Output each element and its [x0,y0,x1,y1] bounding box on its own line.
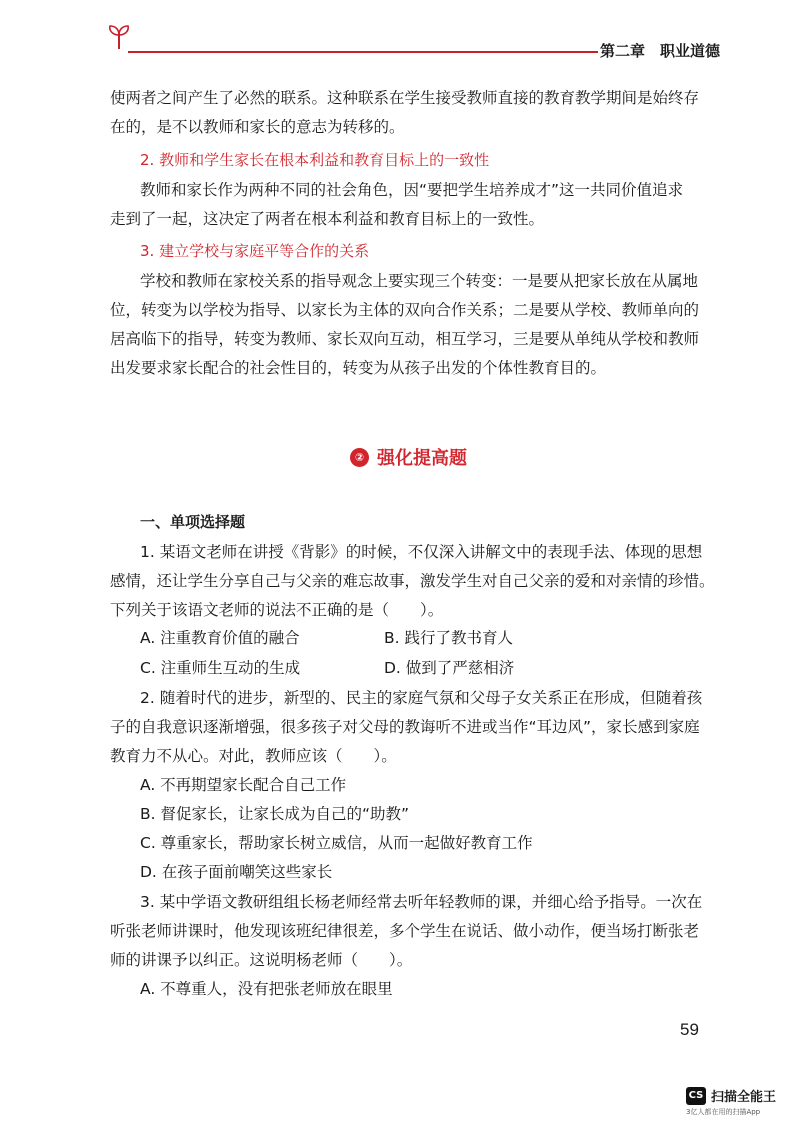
circled-number-icon: ② [350,448,369,467]
q1-line-2: 感情，还让学生分享自己与父亲的难忘故事，激发学生对自己父亲的爱和对亲情的珍惜。 [110,572,715,590]
scanner-watermark [686,1086,776,1117]
q2-option-c: C. 尊重家长，帮助家长树立威信，从而一起做好教育工作 [140,834,533,852]
header-divider [128,51,598,53]
section-3-heading: 3. 建立学校与家庭平等合作的关系 [140,242,370,260]
sprout-icon [108,24,130,54]
scanner-tagline: 3亿人都在用的扫描App [686,1108,761,1116]
q3-line-2: 听张老师讲课时，他发现该班纪律很差，多个学生在说话、做小动作，便当场打断张老 [110,922,700,940]
section-3-line-3: 居高临下的指导，转变为教师、家长双向互动，相互学习，三是要从单纯从学校和教师 [110,330,700,348]
section-3-line-2: 位，转变为以学校为指导、以家长为主体的双向合作关系；二是要从学校、教师单向的 [110,301,700,319]
q3-line-1: 3. 某中学语文教研组组长杨老师经常去听年轻教师的课，并细心给予指导。一次在 [140,893,703,911]
q1-line-1: 1. 某语文老师在讲授《背影》的时候，不仅深入讲解文中的表现手法、体现的思想 [140,543,703,561]
section-2-line-1: 教师和家长作为两种不同的社会角色，因“要把学生培养成才”这一共同价值追求 [140,181,684,199]
q1-option-b: B. 践行了教书育人 [384,629,513,647]
q3-line-3: 师的讲课予以纠正。这说明杨老师（ ）。 [110,951,413,969]
section-3-line-4: 出发要求家长配合的社会性目的，转变为从孩子出发的个体性教育目的。 [110,359,607,377]
q2-option-b: B. 督促家长，让家长成为自己的“助教” [140,805,410,823]
q1-option-a: A. 注重教育价值的融合 [140,629,300,647]
scanner-name: 扫描全能王 [711,1090,777,1105]
intro-line-1: 使两者之间产生了必然的联系。这种联系在学生接受教师直接的教育教学期间是始终存 [110,89,700,107]
intro-line-2: 在的，是不以教师和家长的意志为转移的。 [110,118,405,136]
practice-section-title [350,444,467,470]
q2-line-1: 2. 随着时代的进步，新型的、民主的家庭气氛和父母子女关系正在形成，但随着孩 [140,689,703,707]
q2-option-d: D. 在孩子面前嘲笑这些家长 [140,863,333,881]
q2-line-3: 教育力不从心。对此，教师应该（ ）。 [110,747,397,765]
q2-line-2: 子的自我意识逐渐增强，很多孩子对父母的教诲听不进或当作“耳边风”，家长感到家庭 [110,718,700,736]
section-3-line-1: 学校和教师在家校关系的指导观念上要实现三个转变：一是要从把家长放在从属地 [140,272,699,290]
part-title: 一、单项选择题 [140,513,246,531]
q2-option-a: A. 不再期望家长配合自己工作 [140,776,347,794]
chapter-title: 第二章 职业道德 [600,42,721,60]
page-number: 59 [680,1020,699,1039]
camscanner-icon: CS [686,1087,706,1105]
q1-line-3: 下列关于该语文老师的说法不正确的是（ ）。 [110,601,444,619]
q3-option-a: A. 不尊重人，没有把张老师放在眼里 [140,980,393,998]
q1-option-d: D. 做到了严慈相济 [384,659,515,677]
section-2-heading: 2. 教师和学生家长在根本利益和教育目标上的一致性 [140,151,490,169]
q1-option-c: C. 注重师生互动的生成 [140,659,301,677]
section-2-line-2: 走到了一起，这决定了两者在根本利益和教育目标上的一致性。 [110,210,545,228]
practice-title: 强化提高题 [377,448,467,469]
